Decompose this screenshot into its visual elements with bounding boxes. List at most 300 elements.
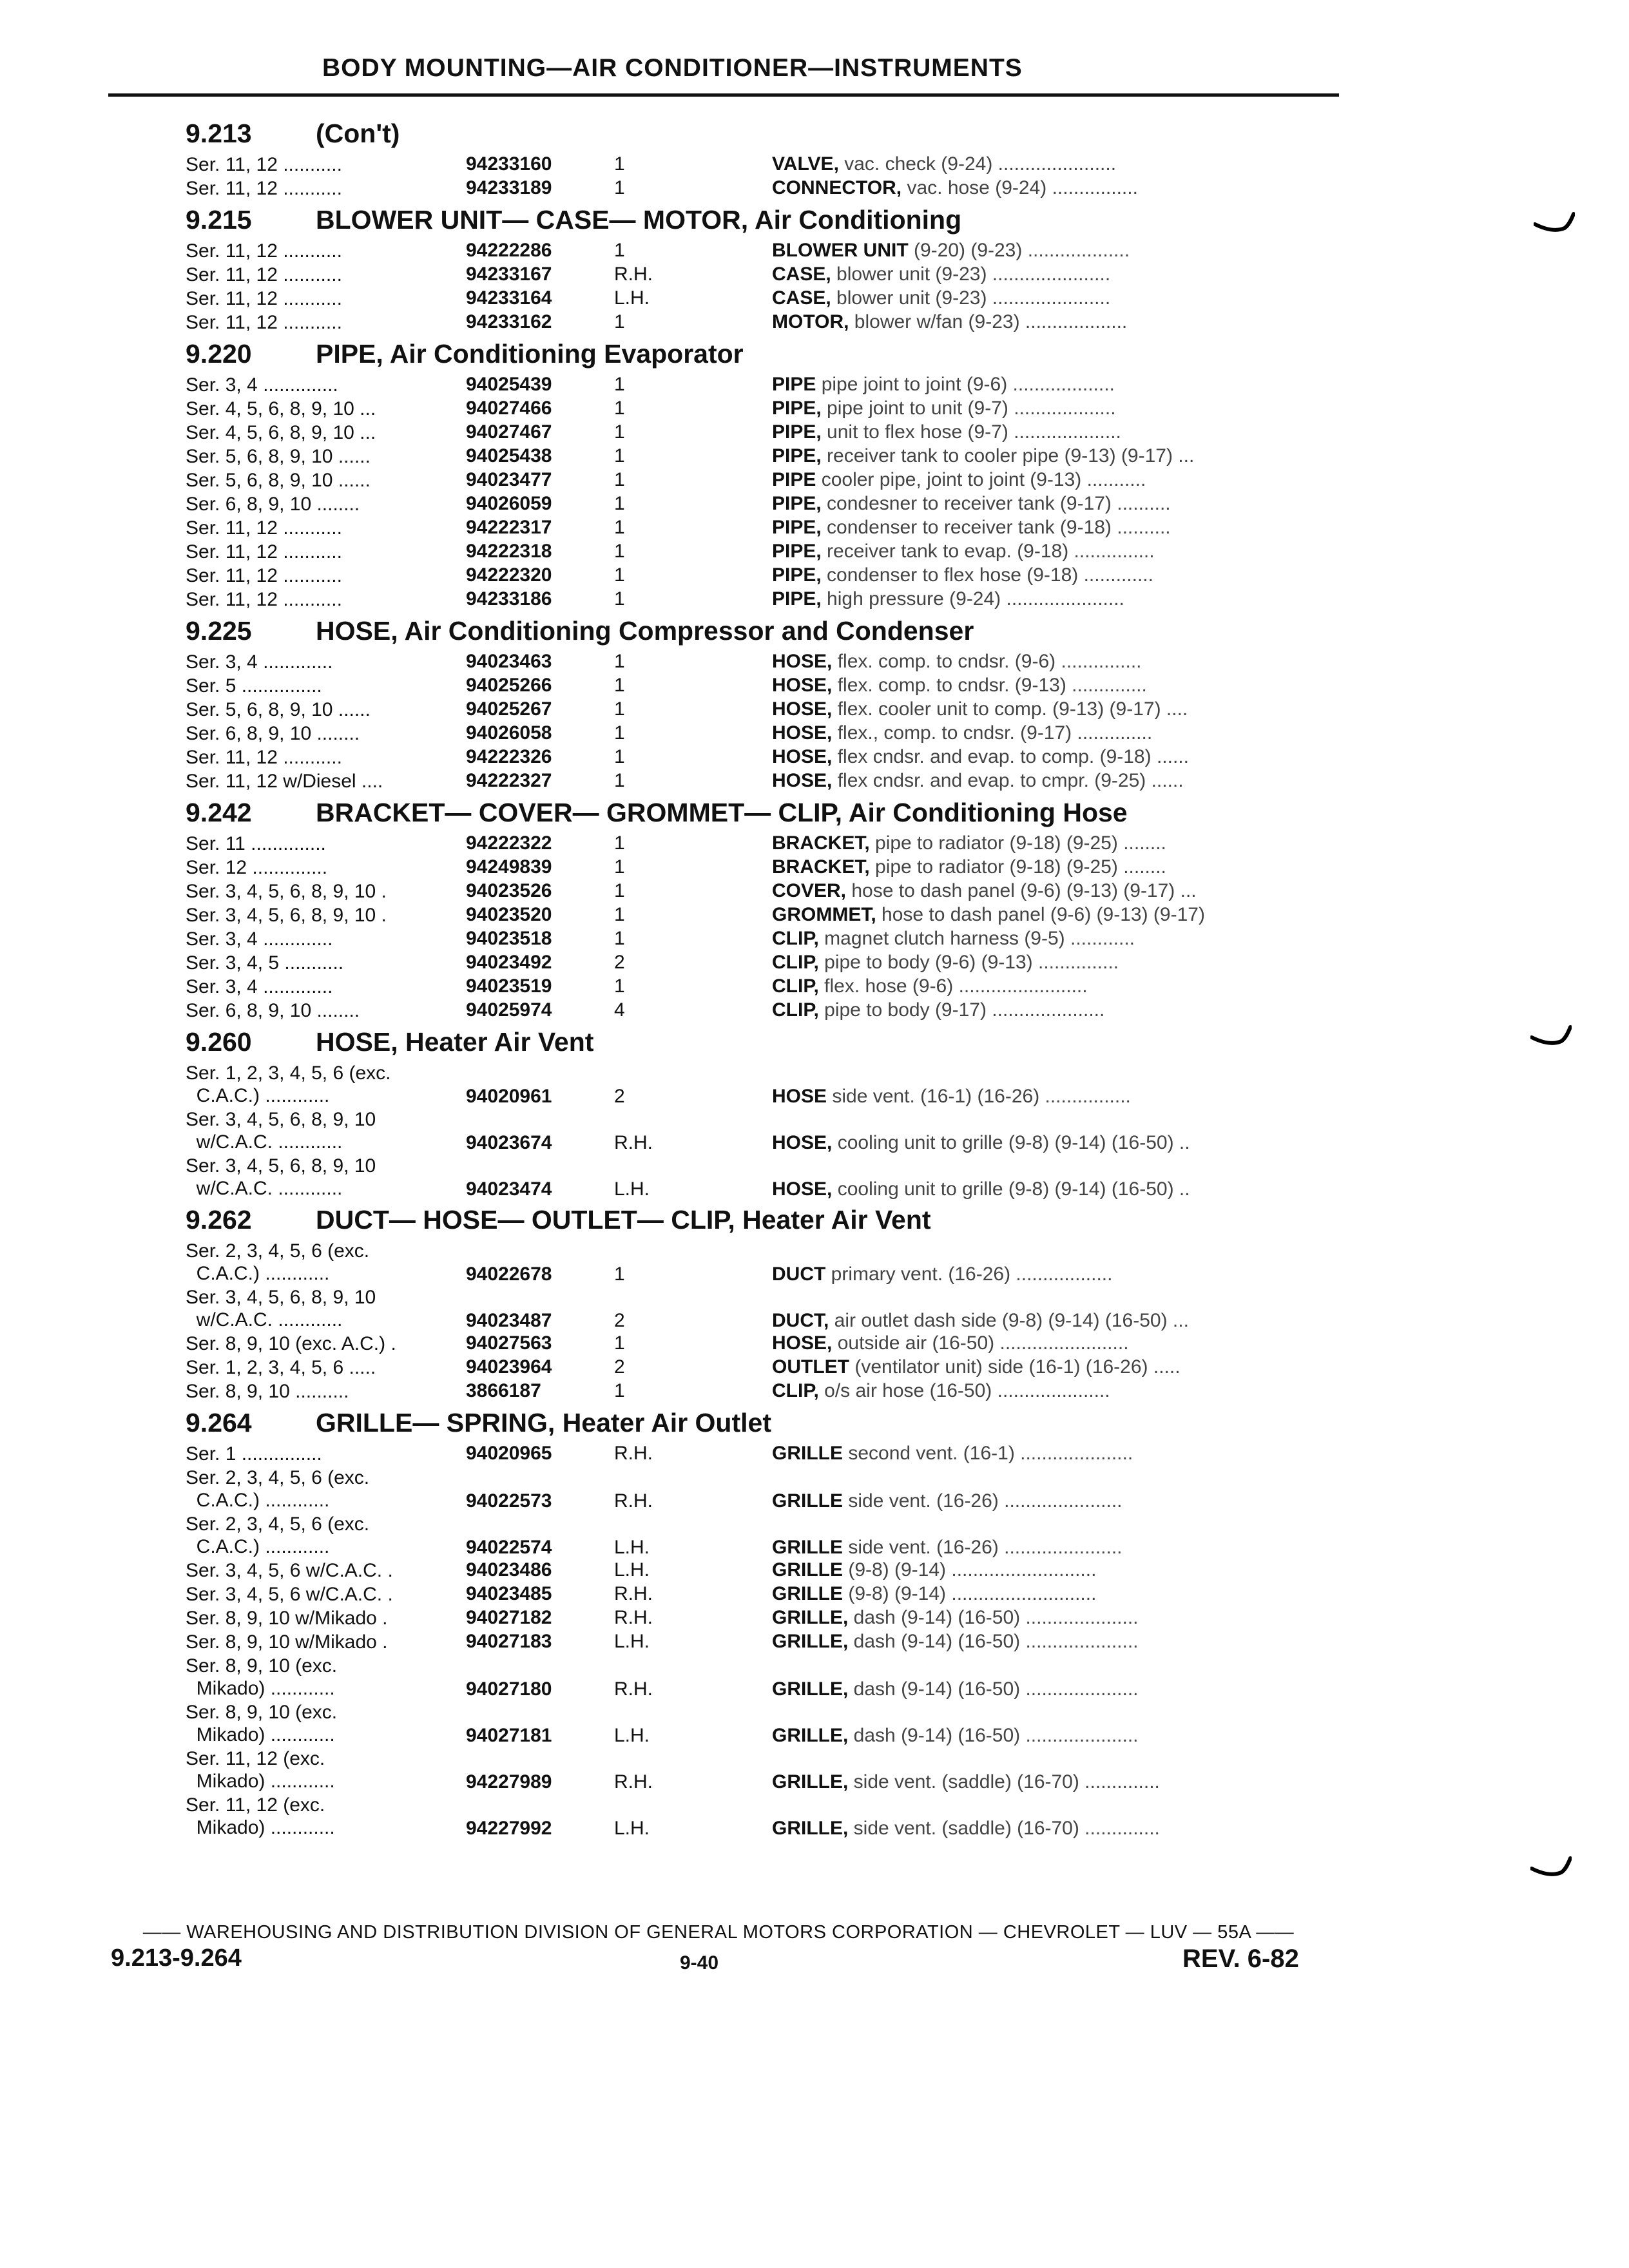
part-name: GRILLE: [772, 1559, 843, 1581]
part-row: [179, 770, 1320, 794]
series-applicability: Ser. 8, 9, 10 (exc. Mikado) ............: [186, 1655, 338, 1699]
quantity: 1: [614, 311, 625, 332]
part-description: [772, 240, 1320, 262]
part-row: [179, 264, 1320, 287]
part-detail: receiver tank to cooler pipe (9-13) (9-17) ...: [821, 445, 1195, 466]
part-description: [772, 1490, 1320, 1512]
part-number: 94233160: [466, 153, 552, 175]
part-description: [772, 1132, 1320, 1154]
part-row: [179, 1108, 1320, 1155]
part-description: [772, 1310, 1320, 1332]
series-applicability: Ser. 1, 2, 3, 4, 5, 6 .....: [186, 1357, 376, 1378]
series-applicability: Ser. 11, 12 ...........: [186, 178, 342, 199]
section-header: [179, 1404, 1320, 1443]
quantity: R.H.: [614, 1490, 653, 1512]
series-applicability: Ser. 3, 4, 5, 6, 8, 9, 10 w/C.A.C. ............: [186, 1287, 376, 1331]
part-description: [772, 1818, 1320, 1840]
part-name: GROMMET,: [772, 904, 876, 925]
quantity: 1: [614, 651, 625, 672]
section-header: [179, 1023, 1320, 1062]
part-number: 94249839: [466, 856, 552, 878]
part-description: [772, 1178, 1320, 1200]
part-detail: (9-8) (9-14) ...........................: [843, 1583, 1097, 1604]
part-detail: cooler pipe, joint to joint (9-13) ...........: [816, 469, 1146, 490]
part-description: [772, 469, 1320, 491]
part-row: [179, 880, 1320, 904]
part-name: CLIP,: [772, 1380, 819, 1401]
quantity: L.H.: [614, 1631, 650, 1652]
quantity: R.H.: [614, 1678, 653, 1700]
quantity: 1: [614, 588, 625, 610]
part-description: [772, 541, 1320, 562]
part-row: [179, 445, 1320, 469]
series-applicability: Ser. 5, 6, 8, 9, 10 ......: [186, 699, 371, 720]
quantity: R.H.: [614, 264, 653, 285]
part-name: PIPE: [772, 374, 816, 395]
part-row: [179, 1466, 1320, 1513]
part-description: [772, 1537, 1320, 1559]
quantity: 1: [614, 374, 625, 395]
quantity: 1: [614, 564, 625, 586]
part-row: [179, 856, 1320, 880]
quantity: 2: [614, 1356, 625, 1378]
part-number: 94027466: [466, 398, 552, 419]
quantity: 1: [614, 517, 625, 538]
quantity: 1: [614, 469, 625, 490]
page-title: BODY MOUNTING—AIR CONDITIONER—INSTRUMENTS: [322, 54, 1023, 82]
part-detail: dash (9-14) (16-50) .....................: [848, 1631, 1139, 1652]
quantity: 1: [614, 1332, 625, 1354]
part-name: PIPE,: [772, 588, 822, 610]
part-description: [772, 1086, 1320, 1108]
section-number: 9.260: [186, 1027, 252, 1057]
quantity: R.H.: [614, 1771, 653, 1792]
part-detail: flex. comp. to cndsr. (9-6) ...............: [832, 651, 1142, 672]
part-row: [179, 564, 1320, 588]
part-description: [772, 1607, 1320, 1629]
quantity: L.H.: [614, 1818, 650, 1839]
part-row: [179, 999, 1320, 1023]
part-detail: (ventilator unit) side (16-1) (16-26) .....: [849, 1356, 1181, 1378]
part-description: [772, 517, 1320, 539]
section-number: 9.242: [186, 798, 252, 827]
part-number: 94227992: [466, 1818, 552, 1839]
part-description: [772, 1332, 1320, 1354]
part-name: GRILLE: [772, 1490, 843, 1512]
part-name: CONNECTOR,: [772, 177, 902, 198]
part-name: BRACKET,: [772, 856, 870, 878]
quantity: 1: [614, 240, 625, 261]
part-detail: condesner to receiver tank (9-17) ..........: [821, 493, 1171, 514]
part-row: [179, 541, 1320, 564]
part-name: PIPE,: [772, 421, 822, 443]
part-number: 94020961: [466, 1086, 552, 1107]
part-row: [179, 1607, 1320, 1631]
section-title: (Con't): [316, 119, 400, 148]
part-detail: pipe joint to joint (9-6) ...................: [816, 374, 1115, 395]
part-description: [772, 177, 1320, 199]
quantity: L.H.: [614, 287, 650, 309]
series-applicability: Ser. 11, 12 ...........: [186, 747, 342, 768]
series-applicability: Ser. 3, 4, 5 ...........: [186, 952, 344, 974]
part-description: [772, 398, 1320, 419]
part-row: [179, 493, 1320, 517]
part-number: 94233162: [466, 311, 552, 332]
parts-list: [179, 115, 1320, 1840]
series-applicability: Ser. 3, 4 .............: [186, 976, 333, 997]
part-detail: side vent. (saddle) (16-70) ..............: [848, 1818, 1160, 1839]
part-number: 94023674: [466, 1132, 552, 1153]
part-description: [772, 1380, 1320, 1402]
part-row: [179, 517, 1320, 541]
part-name: CLIP,: [772, 999, 819, 1021]
part-row: [179, 1240, 1320, 1286]
section-title: HOSE, Air Conditioning Compressor and Condenser: [316, 616, 974, 646]
part-name: HOSE,: [772, 746, 833, 767]
part-description: [772, 904, 1320, 926]
series-applicability: Ser. 3, 4, 5, 6, 8, 9, 10 w/C.A.C. ............: [186, 1109, 376, 1153]
series-applicability: Ser. 3, 4 .............: [186, 651, 333, 673]
series-applicability: Ser. 3, 4, 5, 6, 8, 9, 10 w/C.A.C. ............: [186, 1155, 376, 1199]
quantity: 1: [614, 541, 625, 562]
series-applicability: Ser. 3, 4, 5, 6, 8, 9, 10 .: [186, 905, 387, 926]
part-name: PIPE,: [772, 541, 822, 562]
part-row: [179, 374, 1320, 398]
part-name: GRILLE,: [772, 1678, 849, 1700]
series-applicability: Ser. 2, 3, 4, 5, 6 (exc. C.A.C.) ............: [186, 1514, 370, 1557]
part-number: 3866187: [466, 1380, 541, 1401]
part-name: HOSE,: [772, 1132, 833, 1153]
part-detail: (9-8) (9-14) ...........................: [843, 1559, 1097, 1581]
part-name: HOSE,: [772, 651, 833, 672]
part-detail: side vent. (16-1) (16-26) ................: [827, 1086, 1131, 1107]
part-detail: side vent. (16-26) ......................: [843, 1537, 1123, 1558]
part-name: GRILLE: [772, 1537, 843, 1558]
part-number: 94022678: [466, 1264, 552, 1285]
quantity: 1: [614, 928, 625, 949]
part-number: 94027183: [466, 1631, 552, 1652]
quantity: 1: [614, 421, 625, 443]
section-title: DUCT— HOSE— OUTLET— CLIP, Heater Air Vent: [316, 1205, 931, 1235]
series-applicability: Ser. 3, 4, 5, 6 w/C.A.C. .: [186, 1584, 393, 1605]
part-detail: pipe joint to unit (9-7) ...................: [821, 398, 1116, 419]
series-applicability: Ser. 11, 12 (exc. Mikado) ............: [186, 1794, 335, 1838]
part-description: [772, 1264, 1320, 1285]
series-applicability: Ser. 1 ...............: [186, 1443, 322, 1465]
part-number: 94023520: [466, 904, 552, 925]
part-number: 94027181: [466, 1725, 552, 1746]
part-description: [772, 287, 1320, 309]
quantity: 1: [614, 698, 625, 720]
series-applicability: Ser. 11, 12 w/Diesel ....: [186, 771, 383, 792]
part-description: [772, 1356, 1320, 1378]
part-number: 94227989: [466, 1771, 552, 1792]
part-number: 94025974: [466, 999, 552, 1021]
quantity: L.H.: [614, 1559, 650, 1581]
quantity: 4: [614, 999, 625, 1021]
section-title: HOSE, Heater Air Vent: [316, 1027, 594, 1057]
quantity: 1: [614, 856, 625, 878]
part-number: 94023463: [466, 651, 552, 672]
part-detail: outside air (16-50) ........................: [832, 1332, 1129, 1354]
part-row: [179, 1062, 1320, 1108]
series-applicability: Ser. 4, 5, 6, 8, 9, 10 ...: [186, 398, 376, 419]
footer-page-number: 9-40: [680, 1952, 719, 1974]
part-description: [772, 421, 1320, 443]
part-row: [179, 421, 1320, 445]
section-header: [179, 1201, 1320, 1240]
series-applicability: Ser. 8, 9, 10 w/Mikado .: [186, 1608, 388, 1629]
series-applicability: Ser. 1, 2, 3, 4, 5, 6 (exc. C.A.C.) ............: [186, 1062, 391, 1106]
part-detail: side vent. (saddle) (16-70) ..............: [848, 1771, 1160, 1792]
section-title: BLOWER UNIT— CASE— MOTOR, Air Conditioning: [316, 205, 962, 235]
part-detail: high pressure (9-24) ......................: [821, 588, 1124, 610]
quantity: 1: [614, 675, 625, 696]
part-description: [772, 832, 1320, 854]
part-name: PIPE,: [772, 517, 822, 538]
part-number: 94023474: [466, 1178, 552, 1200]
part-number: 94026059: [466, 493, 552, 514]
part-detail: dash (9-14) (16-50) .....................: [848, 1725, 1139, 1746]
quantity: R.H.: [614, 1607, 653, 1628]
section-header: [179, 794, 1320, 832]
part-detail: pipe to radiator (9-18) (9-25) ........: [869, 832, 1166, 854]
part-name: HOSE,: [772, 1332, 833, 1354]
part-row: [179, 240, 1320, 264]
title-rule: [108, 93, 1339, 97]
part-name: HOSE,: [772, 675, 833, 696]
part-number: 94222326: [466, 746, 552, 767]
part-description: [772, 675, 1320, 697]
section-header: [179, 612, 1320, 651]
part-row: [179, 952, 1320, 975]
part-name: PIPE,: [772, 564, 822, 586]
part-number: 94026058: [466, 722, 552, 744]
part-row: [179, 975, 1320, 999]
part-description: [772, 880, 1320, 902]
part-detail: primary vent. (16-26) ..................: [825, 1264, 1113, 1285]
part-name: GRILLE,: [772, 1771, 849, 1792]
part-row: [179, 928, 1320, 952]
part-name: PIPE: [772, 469, 816, 490]
series-applicability: Ser. 11, 12 (exc. Mikado) ............: [186, 1748, 335, 1792]
part-row: [179, 398, 1320, 421]
part-detail: receiver tank to evap. (9-18) ...............: [821, 541, 1155, 562]
series-applicability: Ser. 6, 8, 9, 10 ........: [186, 1000, 360, 1021]
quantity: 1: [614, 445, 625, 466]
part-description: [772, 374, 1320, 396]
series-applicability: Ser. 11, 12 ...........: [186, 240, 342, 262]
series-applicability: Ser. 11, 12 ...........: [186, 565, 342, 586]
quantity: 2: [614, 952, 625, 973]
part-number: 94025439: [466, 374, 552, 395]
part-description: [772, 1678, 1320, 1700]
part-row: [179, 177, 1320, 201]
quantity: 1: [614, 904, 625, 925]
part-number: 94023487: [466, 1310, 552, 1331]
quantity: 2: [614, 1310, 625, 1331]
series-applicability: Ser. 11, 12 ...........: [186, 288, 342, 309]
part-description: [772, 770, 1320, 792]
part-detail: flex., comp. to cndsr. (9-17) ..............: [832, 722, 1153, 744]
part-number: 94022574: [466, 1537, 552, 1558]
part-row: [179, 287, 1320, 311]
part-description: [772, 698, 1320, 720]
part-detail: dash (9-14) (16-50) .....................: [848, 1607, 1139, 1628]
part-name: CASE,: [772, 264, 831, 285]
check-mark-icon: [1530, 1856, 1572, 1879]
quantity: 2: [614, 1086, 625, 1107]
part-row: [179, 1356, 1320, 1380]
part-description: [772, 588, 1320, 610]
quantity: 1: [614, 398, 625, 419]
section-number: 9.225: [186, 616, 252, 646]
part-description: [772, 1631, 1320, 1653]
part-detail: blower unit (9-23) ......................: [831, 287, 1111, 309]
series-applicability: Ser. 3, 4 .............: [186, 928, 333, 950]
series-applicability: Ser. 8, 9, 10 w/Mikado .: [186, 1631, 388, 1653]
part-detail: pipe to body (9-6) (9-13) ...............: [818, 952, 1119, 973]
part-detail: pipe to body (9-17) .....................: [818, 999, 1105, 1021]
section-number: 9.220: [186, 339, 252, 369]
part-name: BRACKET,: [772, 832, 870, 854]
series-applicability: Ser. 5, 6, 8, 9, 10 ......: [186, 470, 371, 491]
part-name: OUTLET: [772, 1356, 849, 1378]
part-number: 94025266: [466, 675, 552, 696]
series-applicability: Ser. 11, 12 ...........: [186, 312, 342, 333]
part-number: 94023486: [466, 1559, 552, 1581]
part-row: [179, 1747, 1320, 1794]
quantity: L.H.: [614, 1178, 650, 1200]
part-name: GRILLE: [772, 1583, 843, 1604]
part-row: [179, 904, 1320, 928]
part-detail: condenser to flex hose (9-18) .............: [821, 564, 1153, 586]
series-applicability: Ser. 4, 5, 6, 8, 9, 10 ...: [186, 422, 376, 443]
part-row: [179, 1631, 1320, 1655]
series-applicability: Ser. 8, 9, 10 (exc. Mikado) ............: [186, 1702, 338, 1745]
part-name: DUCT: [772, 1264, 826, 1285]
part-description: [772, 722, 1320, 744]
series-applicability: Ser. 8, 9, 10 ..........: [186, 1381, 349, 1402]
quantity: 1: [614, 975, 625, 997]
part-detail: unit to flex hose (9-7) ....................: [821, 421, 1121, 443]
part-description: [772, 1725, 1320, 1747]
part-description: [772, 651, 1320, 673]
part-description: [772, 1443, 1320, 1465]
part-description: [772, 445, 1320, 467]
part-description: [772, 564, 1320, 586]
part-number: 94023477: [466, 469, 552, 490]
part-row: [179, 722, 1320, 746]
series-applicability: Ser. 12 ..............: [186, 857, 328, 878]
series-applicability: Ser. 11, 12 ...........: [186, 541, 342, 562]
part-detail: hose to dash panel (9-6) (9-13) (9-17): [876, 904, 1205, 925]
quantity: R.H.: [614, 1132, 653, 1153]
part-detail: dash (9-14) (16-50) .....................: [848, 1678, 1139, 1700]
part-name: HOSE,: [772, 770, 833, 791]
part-row: [179, 1155, 1320, 1201]
part-detail: second vent. (16-1) .....................: [843, 1443, 1133, 1464]
part-name: GRILLE: [772, 1443, 843, 1464]
part-detail: cooling unit to grille (9-8) (9-14) (16-50) ..: [832, 1178, 1190, 1200]
footer-division-line: —— WAREHOUSING AND DISTRIBUTION DIVISION OF GENERAL MOTORS CORPORATION — CHEVROLET — LUV — 55A ——: [142, 1922, 1295, 1943]
part-description: [772, 746, 1320, 768]
series-applicability: Ser. 6, 8, 9, 10 ........: [186, 494, 360, 515]
part-name: CLIP,: [772, 975, 819, 997]
part-name: GRILLE,: [772, 1725, 849, 1746]
quantity: 1: [614, 1264, 625, 1285]
quantity: 1: [614, 1380, 625, 1401]
part-name: GRILLE,: [772, 1631, 849, 1652]
series-applicability: Ser. 8, 9, 10 (exc. A.C.) .: [186, 1333, 396, 1354]
series-applicability: Ser. 11 ..............: [186, 833, 326, 854]
part-description: [772, 856, 1320, 878]
part-number: 94023526: [466, 880, 552, 901]
series-applicability: Ser. 2, 3, 4, 5, 6 (exc. C.A.C.) ............: [186, 1240, 370, 1284]
part-description: [772, 1583, 1320, 1605]
part-name: PIPE,: [772, 445, 822, 466]
check-mark-icon: [1534, 211, 1575, 235]
part-row: [179, 1443, 1320, 1466]
quantity: 1: [614, 177, 625, 198]
part-name: PIPE,: [772, 398, 822, 419]
part-detail: pipe to radiator (9-18) (9-25) ........: [869, 856, 1166, 878]
part-name: VALVE,: [772, 153, 839, 175]
series-applicability: Ser. 11, 12 ...........: [186, 517, 342, 539]
part-detail: flex. hose (9-6) ........................: [818, 975, 1088, 997]
series-applicability: Ser. 3, 4 ..............: [186, 374, 338, 396]
part-number: 94020965: [466, 1443, 552, 1464]
quantity: R.H.: [614, 1443, 653, 1464]
quantity: 1: [614, 880, 625, 901]
part-detail: vac. hose (9-24) ................: [901, 177, 1138, 198]
section-title: BRACKET— COVER— GROMMET— CLIP, Air Conditioning Hose: [316, 798, 1128, 827]
part-description: [772, 975, 1320, 997]
part-detail: condenser to receiver tank (9-18) ..........: [821, 517, 1171, 538]
section-number: 9.213: [186, 119, 252, 148]
part-name: HOSE,: [772, 1178, 833, 1200]
part-number: 94233186: [466, 588, 552, 610]
part-name: MOTOR,: [772, 311, 849, 332]
part-number: 94027563: [466, 1332, 552, 1354]
part-number: 94023485: [466, 1583, 552, 1604]
series-applicability: Ser. 5 ...............: [186, 675, 322, 697]
series-applicability: Ser. 6, 8, 9, 10 ........: [186, 723, 360, 744]
part-description: [772, 1559, 1320, 1581]
part-row: [179, 651, 1320, 675]
part-description: [772, 952, 1320, 974]
part-name: DUCT,: [772, 1310, 829, 1331]
part-number: 94222327: [466, 770, 552, 791]
footer-section-range: 9.213-9.264: [111, 1945, 242, 1972]
quantity: 1: [614, 770, 625, 791]
part-number: 94025267: [466, 698, 552, 720]
part-detail: magnet clutch harness (9-5) ............: [818, 928, 1135, 949]
part-number: 94022573: [466, 1490, 552, 1512]
part-number: 94023519: [466, 975, 552, 997]
section-number: 9.262: [186, 1205, 252, 1235]
part-name: CLIP,: [772, 928, 819, 949]
part-description: [772, 493, 1320, 515]
part-number: 94222318: [466, 541, 552, 562]
series-applicability: Ser. 3, 4, 5, 6 w/C.A.C. .: [186, 1560, 393, 1581]
part-detail: side vent. (16-26) ......................: [843, 1490, 1123, 1512]
section-header: [179, 201, 1320, 240]
part-row: [179, 588, 1320, 612]
quantity: 1: [614, 746, 625, 767]
part-description: [772, 311, 1320, 333]
part-detail: cooling unit to grille (9-8) (9-14) (16-50) ..: [832, 1132, 1190, 1153]
